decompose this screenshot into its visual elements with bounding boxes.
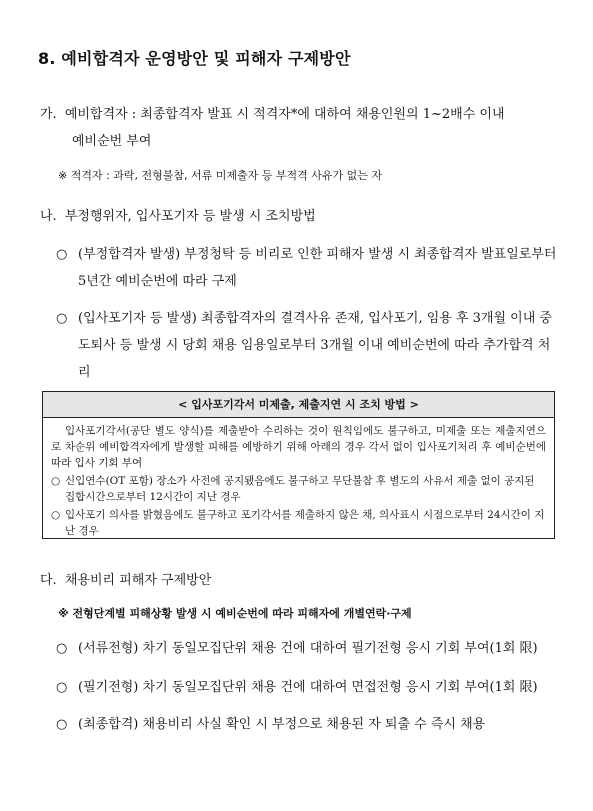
bullet-text: (최종합격) 채용비리 사실 확인 시 부정으로 채용된 자 퇴출 수 즉시 채용 [78,717,486,732]
notice-box-item-1 [51,473,546,505]
section-da-bullet-1 [56,635,559,662]
bullet-text: (부정합격자 발생) 부정청탁 등 비리로 인한 피해자 발생 시 최종합격자 발표일로부터 5년간 예비순번에 따라 구제 [78,247,557,289]
section-ga-line1 [40,101,505,128]
bullet-text: (입사포기자 등 발생) 최종합격자의 결격사유 존재, 입사포기, 임용 후 3개월 이내 중도퇴사 등 발생 시 당회 채용 임용일로부터 3개월 이내 예비순번에 따라 추가합격 처리 [78,311,552,380]
section-na-heading: 부정행위자, 입사포기자 등 발생 시 조치방법 [64,209,316,224]
notice-box-item-text: 입사포기 의사를 밝혔음에도 불구하고 포기각서를 제출하지 않은 채, 의사표시 시점으로부터 24시간이 지난 경우 [65,509,545,537]
bullet-text: (필기전형) 차기 동일모집단위 채용 건에 대하여 면접전형 응시 기회 부여(1회 限) [78,680,538,695]
notice-box-paragraph: 입사포기각서(공단 별도 양식)를 제출받아 수리하는 것이 원칙임에도 불구하고, 미제출 또는 제출지연으로 차순위 예비합격자에게 발생할 피해를 예방하기 위해 아래의 경우 각서 없이 입사포기처리 후 예비순번에 따라 입사 기회 부여 [51,425,546,469]
bullet-mark: ○ [56,717,68,732]
bullet-mark: ○ [56,641,68,656]
bullet-mark: ○ [56,680,68,695]
notice-box-item-text: 신입연수(OT 포함) 장소가 사전에 공지됐음에도 불구하고 무단불참 후 별도의 사유서 제출 없이 공지된 집합시간으로부터 12시간이 지난 경우 [65,475,535,503]
section-da-label: 다. [40,573,57,588]
notice-box-header: < 입사포기각서 미제출, 제출지연 시 조치 방법 > [43,392,554,418]
section-ga-text: 예비합격자 : 최종합격자 발표 시 적격자*에 대하여 채용인원의 1~2배수 이내 [64,107,505,122]
notice-box-body [43,418,554,539]
notice-box [42,391,555,539]
section-na-label: 나. [40,209,57,224]
section-ga-label: 가. [40,107,57,122]
section-da-note: ※ 전형단계별 피해상황 발생 시 예비순번에 따라 피해자에 개별연락·구제 [58,607,412,620]
section-da-bullet-3 [56,711,559,738]
section-ga-note: ※ 적격자 : 과락, 전형불참, 서류 미제출자 등 부적격 사유가 없는 자 [58,169,383,182]
bullet-mark: ○ [56,247,68,262]
bullet-mark: ○ [51,475,61,487]
section-na-bullet-1 [56,241,559,295]
section-na-bullet-2 [56,305,559,386]
notice-box-item-2 [51,507,546,539]
section-da-heading: 채용비리 피해자 구제방안 [64,573,212,588]
section-da-bullet-2 [56,674,559,701]
page-title: 8. 예비합격자 운영방안 및 피해자 구제방안 [38,49,351,68]
bullet-mark: ○ [51,509,61,521]
bullet-text: (서류전형) 차기 동일모집단위 채용 건에 대하여 필기전형 응시 기회 부여(1회 限) [78,641,538,656]
section-da-heading-row [40,567,211,594]
section-ga-line2: 예비순번 부여 [72,134,152,149]
bullet-mark: ○ [56,311,68,326]
section-na-heading-row [40,203,316,230]
